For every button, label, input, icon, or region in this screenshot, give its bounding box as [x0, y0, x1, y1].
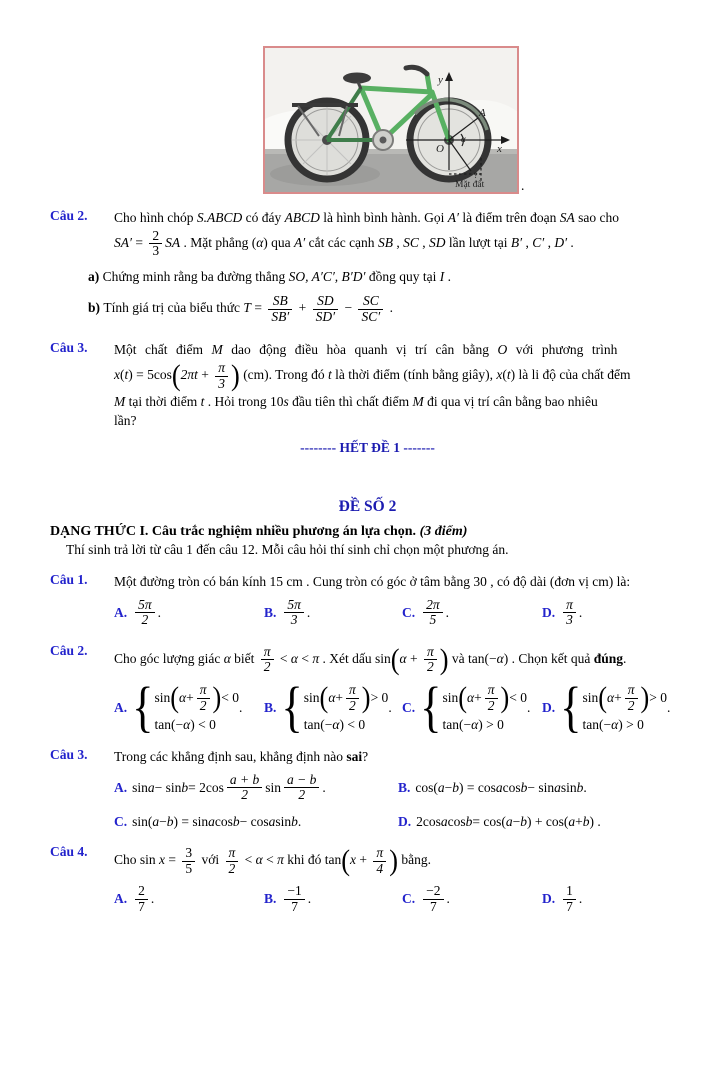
exam2-question-1	[50, 572, 685, 629]
option-value: $\frac{5\pi}{3}$ .	[281, 597, 310, 629]
options-row	[114, 597, 685, 629]
options-row	[114, 675, 685, 739]
option-a	[114, 883, 264, 915]
exam2-question-3	[50, 747, 685, 830]
option-d	[542, 675, 685, 739]
option-letter: B.	[264, 604, 277, 620]
option-letter: B.	[264, 891, 277, 907]
option-b	[264, 883, 402, 915]
option-letter: C.	[114, 813, 128, 829]
options-grid	[114, 772, 685, 830]
option-letter: D.	[542, 604, 556, 620]
question-stem: Một đường tròn có bán kính 15 cm . Cung tròn có góc ở tâm bằng 30 , có độ dài (đơn vị cm) là:	[114, 574, 631, 590]
question-body	[114, 572, 685, 629]
section-heading-text: DẠNG THỨC I. Câu trắc nghiệm nhiều phương án lựa chọn.	[50, 524, 417, 540]
end-of-exam1-marker: -------- HẾT ĐỀ 1 -------	[300, 440, 435, 456]
option-value: cos( a − b ) = cos a cos b − sin a sin b .	[415, 779, 587, 795]
option-value: $\frac{5\pi}{2}$ .	[132, 597, 161, 629]
x-axis-label: x	[497, 143, 502, 155]
option-letter: B.	[264, 699, 277, 715]
option-letter: D.	[542, 699, 556, 715]
option-letter: D.	[398, 813, 412, 829]
ground-label: Mặt đất	[455, 180, 485, 190]
exam2-instructions: Thí sinh trả lời từ câu 1 đến câu 12. Mỗi câu hỏi thí sinh chỉ chọn một phương án.	[66, 542, 509, 558]
point-a-label: A	[479, 107, 486, 119]
option-d	[542, 597, 685, 629]
option-c	[402, 675, 542, 739]
option-value: $\frac{2}{7}$ .	[132, 883, 154, 915]
question-body	[114, 844, 685, 915]
option-letter: A.	[114, 604, 128, 620]
question-body	[114, 643, 685, 739]
option-letter: D.	[542, 891, 556, 907]
option-b	[264, 675, 402, 739]
y-axis-label: y	[438, 74, 443, 86]
option-d	[542, 883, 685, 915]
origin-label: O	[436, 143, 444, 155]
option-value: $\frac{-1}{7}$ .	[281, 883, 311, 915]
option-value: $\frac{\pi}{3}$ .	[560, 597, 582, 629]
question-line: Một chất điểm M dao động điều hòa quanh vị trí cân bằng O với phương trình	[114, 342, 618, 358]
exam2-question-4	[50, 844, 685, 915]
question-part-a: a) Chứng minh rằng ba đường thẳng SO, A′C′, B′D′ đồng quy tại I .	[88, 268, 451, 284]
option-letter: A.	[114, 779, 128, 795]
section-points-note: (3 điểm)	[416, 524, 468, 540]
bicycle-figure	[263, 46, 519, 194]
question-body	[114, 747, 685, 830]
option-a	[114, 772, 398, 804]
question-body	[88, 208, 685, 326]
option-value: { sin ( α + $\frac{\pi}{2}$ ) > 0 tan(− α ) > 0 .	[560, 675, 671, 739]
figure-period: .	[521, 178, 525, 193]
question-line: M tại thời điểm t . Hỏi trong 10s đầu tiên thì chất điểm M đi qua vị trí cân bằng bao nhiêu	[114, 394, 598, 410]
option-letter: C.	[402, 699, 416, 715]
option-c	[114, 814, 398, 830]
option-letter: B.	[398, 779, 411, 795]
exam2-section-heading	[50, 524, 685, 540]
option-d	[398, 814, 685, 830]
figure-row	[263, 46, 685, 194]
question-mark-label: ?	[474, 171, 478, 180]
exam1-question-3	[50, 340, 685, 430]
option-letter: C.	[402, 604, 416, 620]
exam2-title: ĐỀ SỐ 2	[338, 498, 397, 516]
question-label: Câu 2.	[50, 208, 88, 223]
option-b	[264, 597, 402, 629]
option-letter: C.	[402, 891, 416, 907]
question-line: Cho hình chóp S.ABCD có đáy ABCD là hình bình hành. Gọi A′ là điểm trên đoạn SA sao cho	[114, 210, 620, 225]
question-stem: Cho góc lượng giác α biết $\frac{\pi}{2}$ < α < π . Xét dấu sin(α + $\frac{\pi}{2}$ ) và tan(−α) . Chọn kết quả đúng.	[114, 643, 627, 676]
exam1-question-2	[50, 208, 685, 326]
option-value: sin a − sin b = 2cos $\frac{a + b}{2}$ sin $\frac{a - b}{2}$ .	[132, 771, 326, 803]
document-page	[0, 46, 725, 915]
question-line: x(t) = 5cos(2πt + $\frac{\pi}{3}$ ) (cm). Trong đó t là thời điểm (tính bằng giây), x(t) là li độ của chất đểm	[114, 359, 631, 392]
alpha-label: α	[461, 134, 466, 144]
option-value: 2cos a cos b = cos( a − b ) + cos( a + b ) .	[416, 813, 601, 829]
option-a	[114, 675, 264, 739]
question-label: Câu 3.	[50, 340, 88, 356]
option-value: { sin ( α + $\frac{\pi}{2}$ ) > 0 tan(− α ) < 0 .	[281, 675, 392, 739]
question-body	[114, 340, 685, 430]
question-line: SA′ = $\frac{2}{3}$ SA . Mặt phẳng (α) qua A′ cắt các cạnh SB , SC , SD lần lượt tại B′ , C′ , D′ .	[114, 227, 574, 259]
option-value: $\frac{-2}{7}$ .	[420, 883, 450, 915]
question-label: Câu 3.	[50, 747, 88, 763]
question-stem: Trong các khẳng định sau, khẳng định nào sai?	[114, 749, 369, 765]
option-letter: A.	[114, 891, 128, 907]
exam2-question-2	[50, 642, 685, 739]
options-row	[114, 883, 685, 915]
option-a	[114, 597, 264, 629]
option-value: sin( a − b ) = sin a cos b − cos a sin b .	[132, 813, 302, 829]
option-value: $\frac{2\pi}{5}$ .	[420, 597, 449, 629]
option-b	[398, 780, 685, 796]
option-value: { sin ( α + $\frac{\pi}{2}$ ) < 0 tan(− α ) > 0 .	[420, 675, 531, 739]
question-label: Câu 4.	[50, 843, 88, 859]
option-value: $\frac{1}{7}$ .	[560, 883, 582, 915]
question-line: lần?	[114, 412, 137, 428]
question-stem: Cho sin x = $\frac{3}{5}$ với $\frac{\pi}{2}$ < α < π khi đó tan(x + $\frac{\pi}{4}$ ) bằng.	[114, 844, 431, 877]
option-letter: A.	[114, 699, 128, 715]
option-c	[402, 597, 542, 629]
option-c	[402, 883, 542, 915]
question-part-b: b) Tính giá trị của biểu thức T = $\frac{SB}{SB'}$ + $\frac{SD}{SD'}$ − $\frac{SC}{SC'}$ .	[88, 293, 393, 324]
bicycle-illustration	[265, 48, 517, 192]
option-value: { sin ( α + $\frac{\pi}{2}$ ) < 0 tan(− α ) < 0 .	[132, 675, 243, 739]
saddle	[343, 73, 371, 84]
question-label: Câu 1.	[50, 572, 88, 588]
question-label: Câu 2.	[50, 642, 88, 658]
